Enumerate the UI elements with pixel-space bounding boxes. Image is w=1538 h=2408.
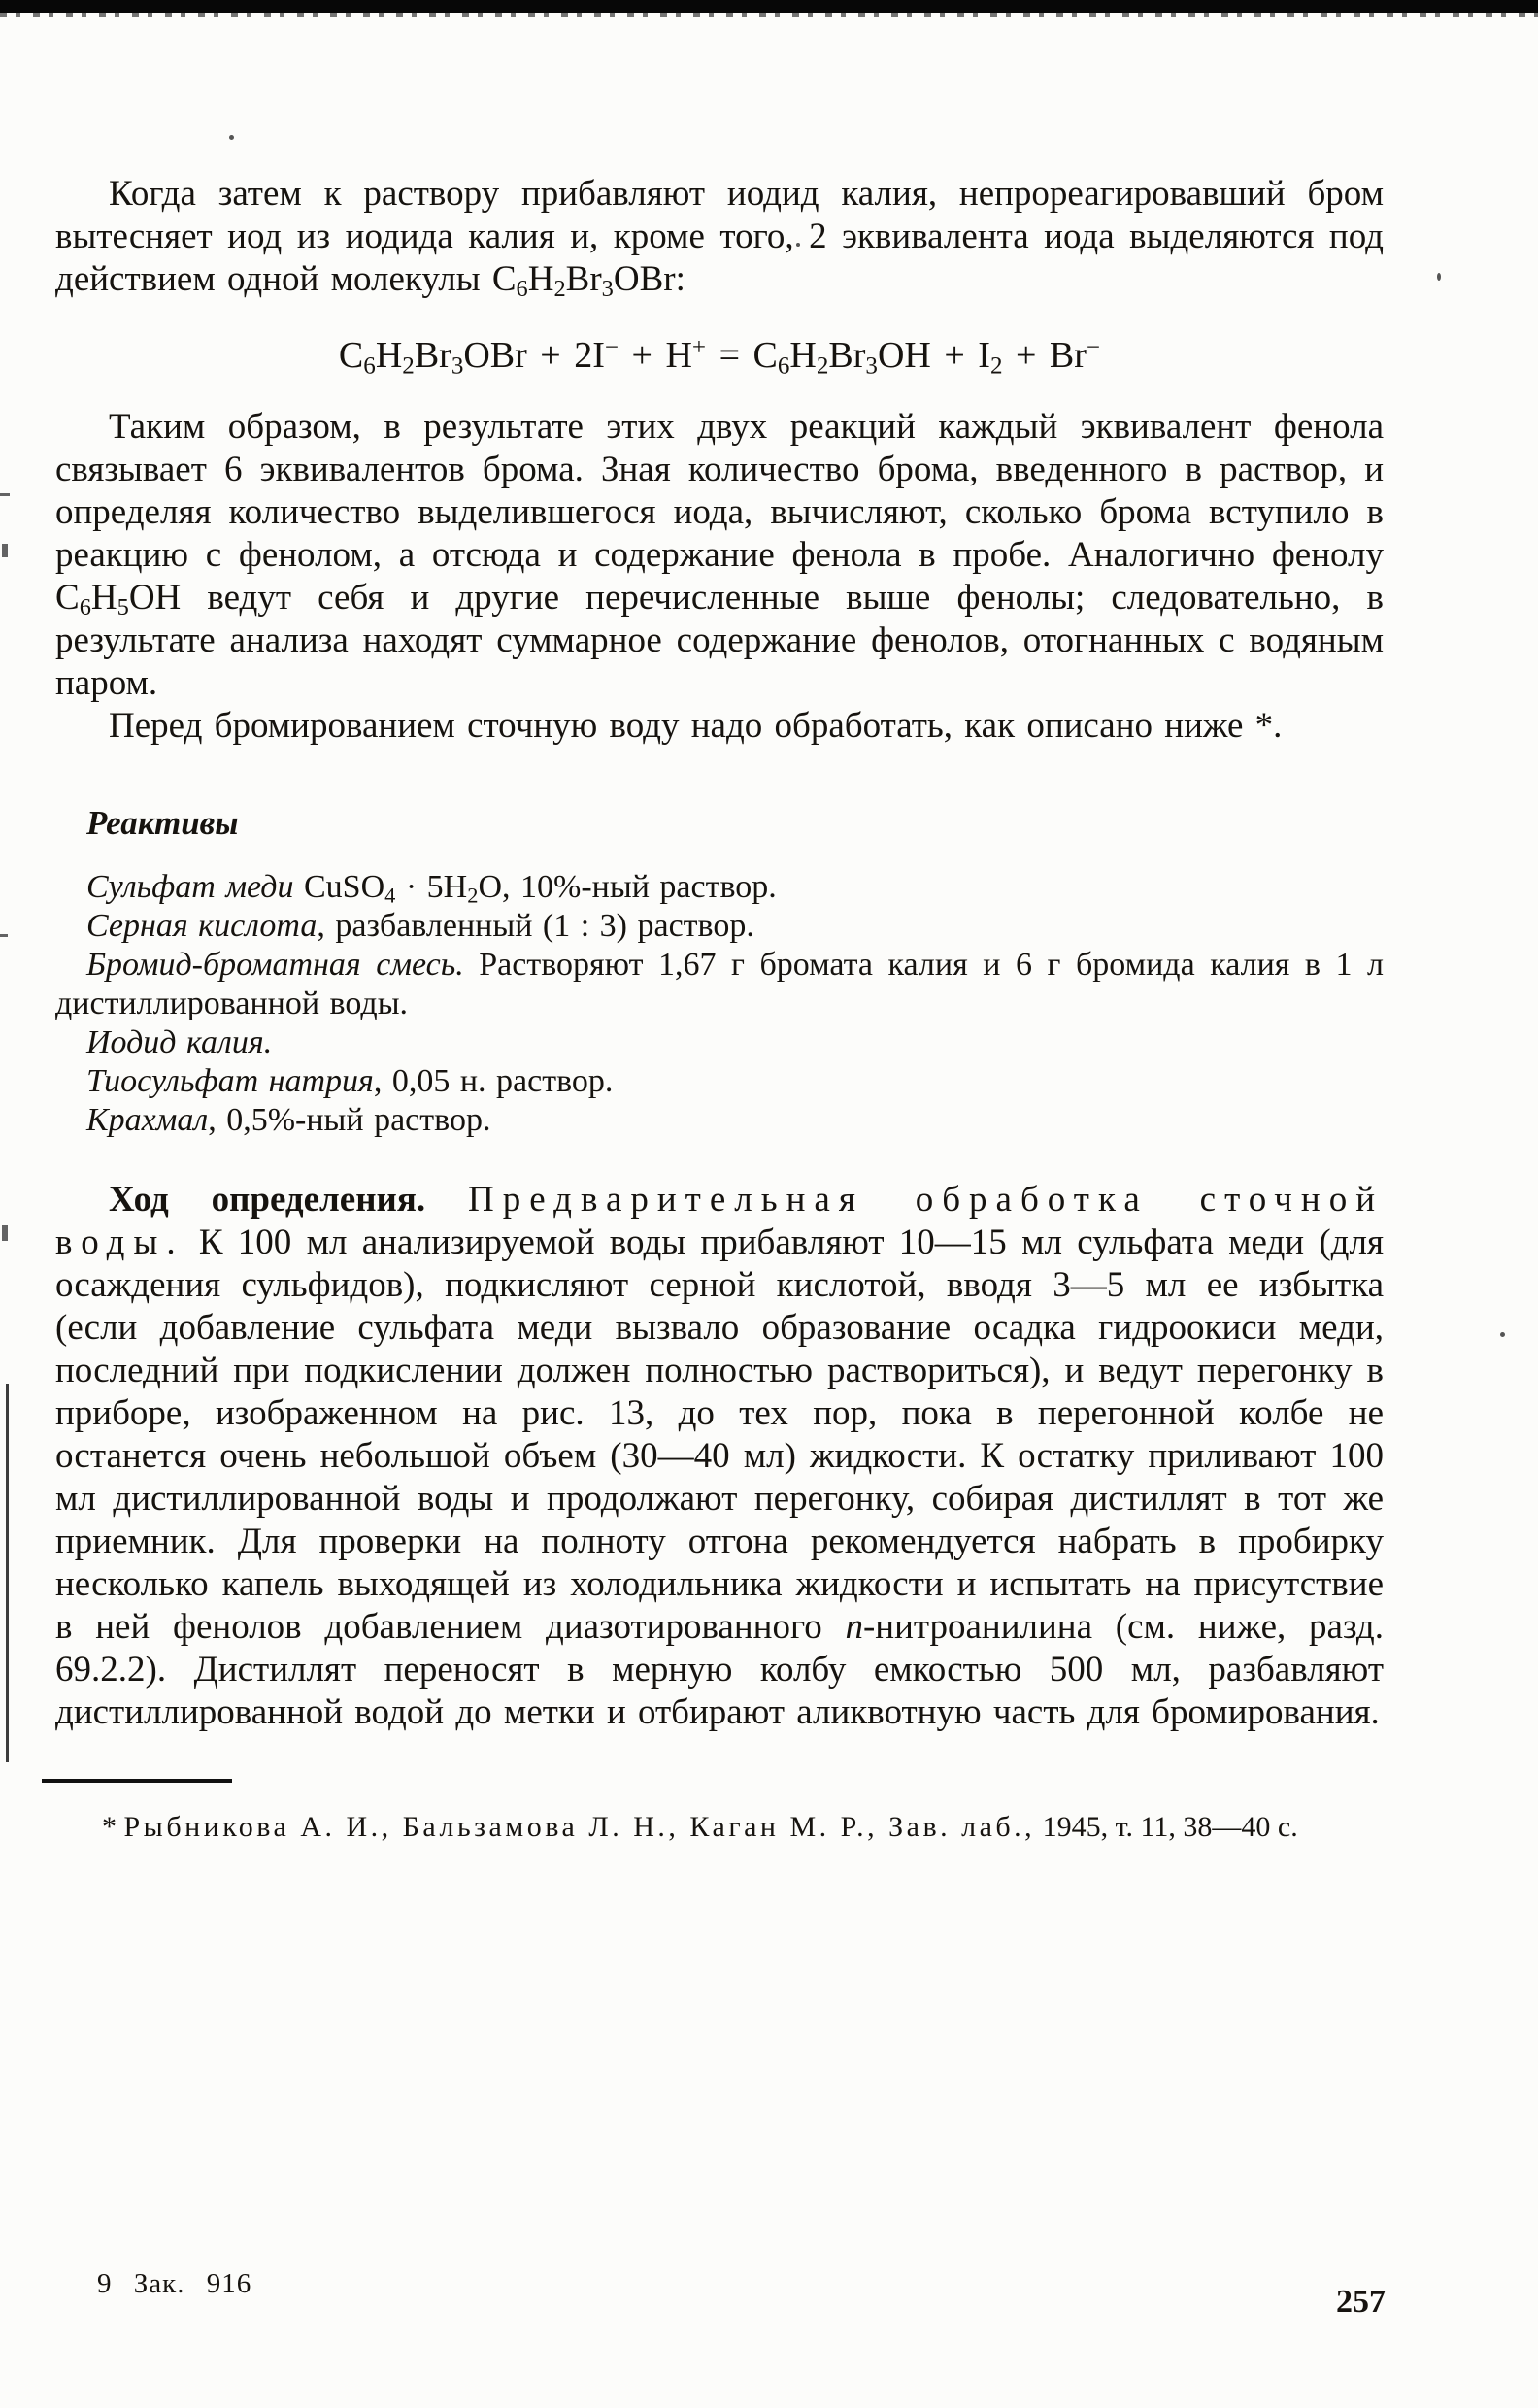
paragraph-pretreatment-note: Перед бромированием сточную воду надо обработать, как описано ниже *. xyxy=(109,706,1283,746)
reagent-item-bromide-bromate-mixture: Бромид-броматная смесь. Растворяют 1,67 г бромата калия и 6 г бромида калия в 1 л дистиллированной воды. xyxy=(55,947,1385,1021)
reagents-heading: Реактивы xyxy=(86,804,239,842)
scan-artifact-speck xyxy=(1437,273,1441,281)
scan-artifact-speck xyxy=(229,135,234,140)
reagent-item-sulfuric-acid: Серная кислота, разбавленный (1 : 3) раствор. xyxy=(86,908,754,944)
reagent-item-potassium-iodide: Иодид калия. xyxy=(86,1024,273,1060)
scan-artifact-dash xyxy=(2,1225,8,1241)
page-number: 257 xyxy=(1336,2284,1386,2320)
text-column xyxy=(55,173,1384,1847)
footnote-reference: * Рыбникова А. И., Бальзамова Л. Н., Каган М. Р., Зав. лаб., 1945, т. 11, 38—40 с. xyxy=(102,1811,1298,1843)
scan-artifact-left-line xyxy=(6,1384,9,1762)
paragraph-iodide-addition: Когда затем к раствору прибавляют иодид калия, непрореагировавший бром вытесняет иод из иодида калия и, кроме того, 2 эквивалента иода выделяются под действием одной молекулы $C_6H_2Br_3OBr$: xyxy=(55,174,1384,303)
scan-artifact-speck xyxy=(1500,1332,1505,1337)
scan-artifact-dash xyxy=(0,493,10,496)
reagent-item-sodium-thiosulfate: Тиосульфат натрия, 0,05 н. раствор. xyxy=(86,1063,614,1099)
scan-artifact-dash xyxy=(2,544,8,557)
scan-artifact-top-band xyxy=(0,0,1538,13)
scan-artifact-dash xyxy=(0,934,8,937)
print-signature: 9 Зак. 916 xyxy=(97,2268,252,2299)
footnote-rule xyxy=(42,1779,232,1783)
chemical-equation: $C_6H_2Br_3OBr + 2I^- + H^+ = C_6H_2Br_3OH + I_2 + Br^-$ xyxy=(338,334,1101,380)
reagent-item-starch: Крахмал, 0,5%-ный раствор. xyxy=(86,1102,491,1138)
paragraph-bromine-equivalents: Таким образом, в результате этих двух реакций каждый эквивалент фенола связывает 6 эквивалентов брома. Зная количество брома, введенного в раствор, и определяя количество выделившегося иода, вычисляют, сколько брома вступило в реакцию с фенолом, а отсюда и содержание фенола в пробе. Аналогично фенолу $C_6H_5OH$ ведут себя и другие перечисленные выше фенолы; следовательно, в результате анализа находят суммарное содержание фенолов, отогнанных с водяным паром. xyxy=(55,407,1384,703)
reagent-item-copper-sulfate: Сульфат меди CuSO$_4$ · $5H_2O$, 10%-ный раствор. xyxy=(86,869,777,908)
paragraph-procedure: Ход определения. Предварительная обработка сточной воды. К 100 мл анализируемой воды прибавляют 10—15 мл сульфата меди (для осаждения сульфидов), подкисляют серной кислотой, вводя 3—5 мл ее избытка (если добавление сульфата меди вызвало образование осадка гидроокиси меди, последний при подкислении должен полностью раствориться), и ведут перегонку в приборе, изображенном на рис. 13, до тех пор, пока в перегонной колбе не останется очень небольшой объем (30—40 мл) жидкости. К остатку приливают 100 мл дистиллированной воды и продолжают перегонку, собирая дистиллят в тот же приемник. Для проверки на полноту отгона рекомендуется набрать в пробирку несколько капель выходящей из холодильника жидкости и испытать на присутствие в ней фенолов добавлением диазотированного п-нитроанилина (см. ниже, разд. 69.2.2). Дистиллят переносят в мерную колбу емкостью 500 мл, разбавляют дистиллированной водой до метки и отбирают аликвотную часть для бромирования. xyxy=(55,1180,1385,1732)
